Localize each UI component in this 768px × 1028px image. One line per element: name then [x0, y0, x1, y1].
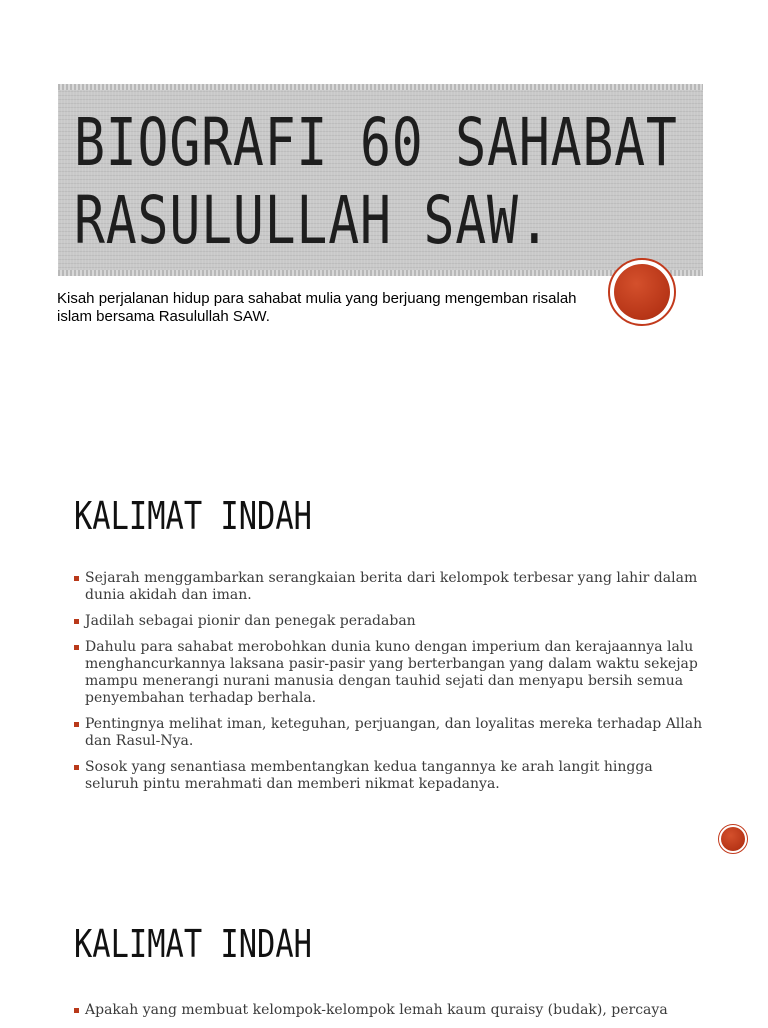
title-band	[58, 84, 703, 276]
section-heading: KALIMAT INDAH	[74, 494, 312, 538]
bullet-square-icon	[74, 619, 79, 624]
bullet-square-icon	[74, 1008, 79, 1013]
title-slide	[0, 0, 768, 450]
content-slide-2	[0, 860, 768, 1024]
slide-subtitle: Kisah perjalanan hidup para sahabat mulia yang berjuang mengemban risalah islam bersama Rasulullah SAW.	[57, 290, 577, 325]
title-band-bottom-stripe	[58, 270, 703, 276]
bullet-square-icon	[74, 765, 79, 770]
slide-title-line-1: BIOGRAFI 60 SAHABAT	[74, 104, 678, 181]
list-item-text: Sosok yang senantiasa membentangkan kedua tangannya ke arah langit hingga seluruh pintu merahmati dan memberi nikmat kepadanya.	[85, 759, 653, 792]
decorative-circle-icon	[608, 258, 676, 326]
list-item-text: Dahulu para sahabat merobohkan dunia kuno dengan imperium dan kerajaannya lalu menghancurkannya laksana pasir-pasir yang berterbangan yang dalam waktu sekejap mampu menerangi nurani manusia dengan tauhid sejati dan menyapu bersih semua penyembahan terhadap berhala.	[85, 639, 698, 706]
bullet-list	[74, 570, 704, 802]
list-item-text: Sejarah menggambarkan serangkaian berita dari kelompok terbesar yang lahir dalam dunia akidah dan iman.	[85, 570, 698, 603]
slide-title-line-2: RASULULLAH SAW.	[74, 182, 551, 259]
bullet-list	[74, 1002, 704, 1028]
list-item	[74, 759, 704, 793]
list-item	[74, 613, 704, 630]
list-item	[74, 1002, 704, 1019]
bullet-square-icon	[74, 645, 79, 650]
content-slide-1	[0, 450, 768, 860]
bullet-square-icon	[74, 722, 79, 727]
bullet-square-icon	[74, 576, 79, 581]
list-item-text: Pentingnya melihat iman, keteguhan, perjuangan, dan loyalitas mereka terhadap Allah dan Rasul-Nya.	[85, 716, 703, 749]
list-item	[74, 716, 704, 750]
list-item-text: Apakah yang membuat kelompok-kelompok lemah kaum quraisy (budak), percaya	[85, 1002, 668, 1018]
slide-title	[74, 104, 678, 260]
list-item	[74, 570, 704, 604]
list-item-text: Jadilah sebagai pionir dan penegak peradaban	[85, 613, 416, 629]
section-heading: KALIMAT INDAH	[74, 922, 312, 966]
title-band-top-stripe	[58, 84, 703, 90]
list-item	[74, 639, 704, 707]
decorative-circle-small-icon	[718, 824, 748, 854]
